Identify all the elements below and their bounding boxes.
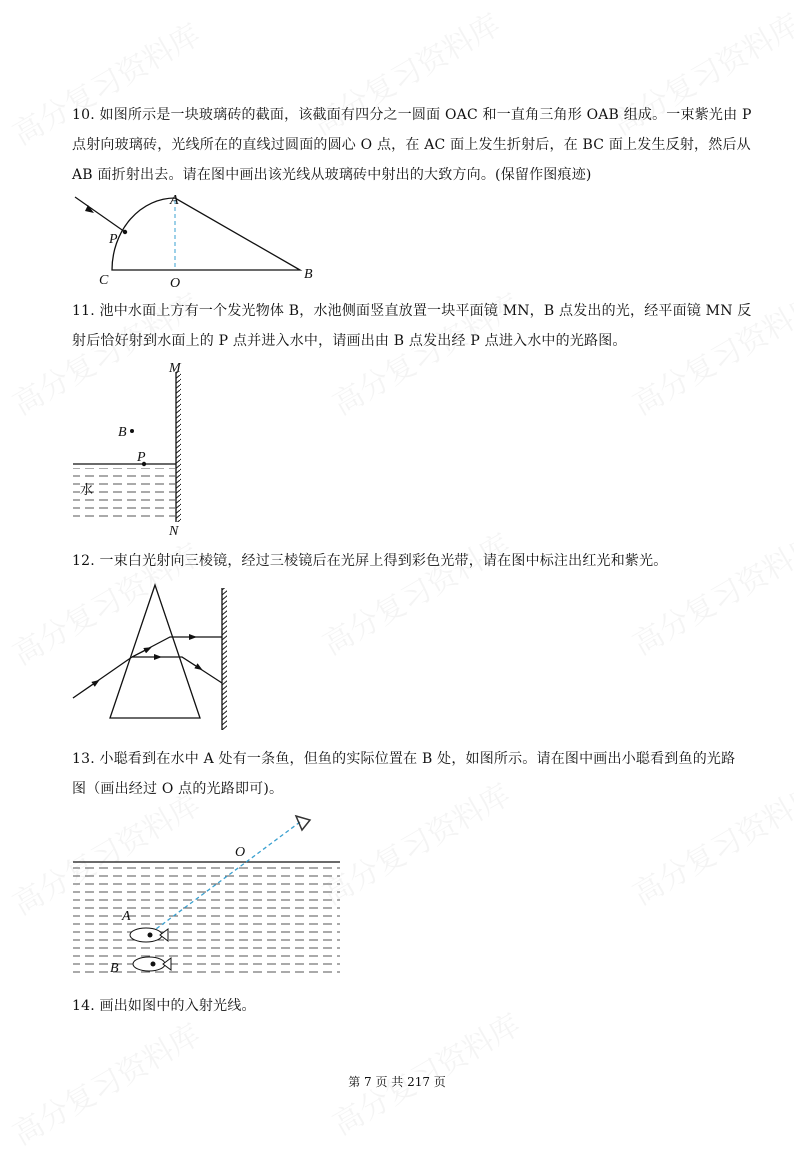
label-B: B xyxy=(118,425,127,440)
label-O: O xyxy=(235,845,246,860)
q11-line-1: 11. 池中水面上方有一个发光物体 B，水池侧面竖直放置一块平面镜 MN，B 点发出的光，经平面镜 MN 反 xyxy=(72,303,752,319)
label-O: O xyxy=(170,276,181,291)
q10-line-1: 10. 如图所示是一块玻璃砖的截面，该截面有四分之一圆面 OAC 和一直角三角形 OAB 组成。一束紫光由 P xyxy=(72,107,752,123)
q11-line-2: 射后恰好射到水面上的 P 点并进入水中，请画出由 B 点发出经 P 点进入水中的光路图。 xyxy=(72,333,627,349)
label-water: 水 xyxy=(80,483,94,498)
page-footer: 第 7 页 共 217 页 xyxy=(348,1075,446,1089)
q10-glass-brick-figure xyxy=(75,193,313,291)
label-N: N xyxy=(169,524,179,539)
label-B: B xyxy=(110,961,119,976)
label-A: A xyxy=(122,909,131,924)
q12-prism-figure xyxy=(73,585,227,730)
label-P: P xyxy=(109,232,118,247)
label-A: A xyxy=(170,193,179,208)
q13-line-2: 图（画出经过 O 点的光路即可)。 xyxy=(72,781,284,797)
label-B: B xyxy=(304,267,313,282)
q13-fish-figure xyxy=(73,816,340,978)
label-M: M xyxy=(169,361,181,376)
q10-line-2: 点射向玻璃砖，光线所在的直线过圆面的圆心 O 点，在 AC 面上发生折射后，在 BC 面上发生反射，然后从 xyxy=(72,137,751,153)
q14-line-1: 14. 画出如图中的入射光线。 xyxy=(72,998,256,1014)
q10-line-3: AB 面折射出去。请在图中画出该光线从玻璃砖中射出的大致方向。(保留作图痕迹) xyxy=(72,167,592,183)
q13-line-1: 13. 小聪看到在水中 A 处有一条鱼，但鱼的实际位置在 B 处，如图所示。请在图中画出小聪看到鱼的光路 xyxy=(72,751,736,767)
q12-line-1: 12. 一束白光射向三棱镜，经过三棱镜后在光屏上得到彩色光带，请在图中标注出红光和紫光。 xyxy=(72,553,668,569)
label-P: P xyxy=(137,450,146,465)
q11-mirror-pool-figure xyxy=(73,361,182,539)
label-C: C xyxy=(99,273,109,288)
